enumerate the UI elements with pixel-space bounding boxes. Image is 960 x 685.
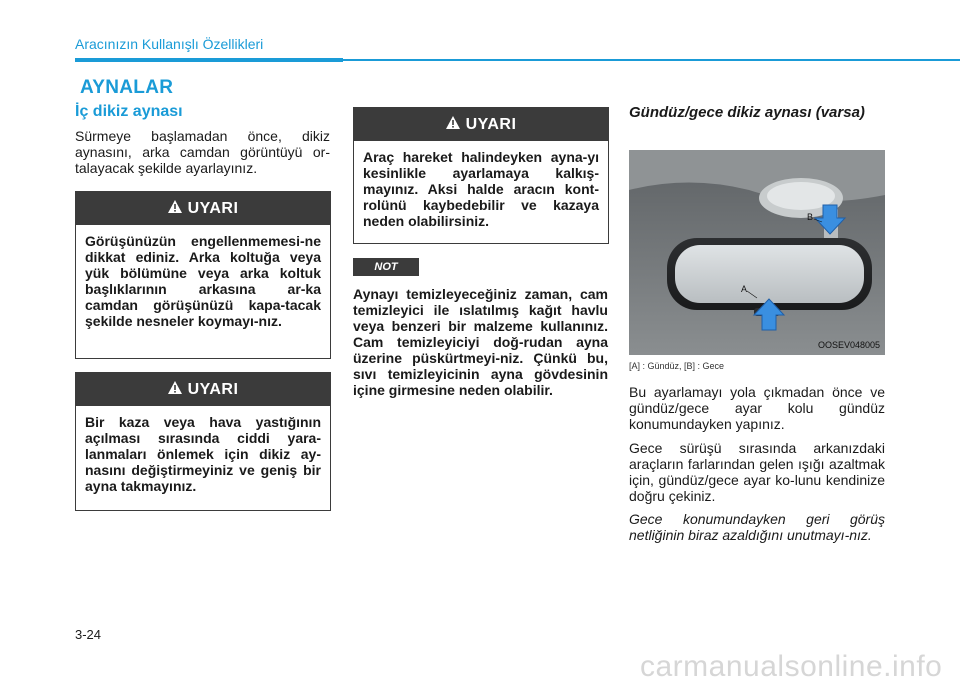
label-a: A: [741, 284, 748, 294]
label-b: B: [807, 212, 814, 222]
warning-header: [354, 108, 608, 141]
page-number: 3-24: [75, 627, 102, 642]
day-night-para-2: Gece sürüşü sırasında arkanızdaki araçların farlarından gelen ışığı azaltmak için, gündüz/gece ayar ko-lunu kendinize doğru çekiniz.: [629, 440, 885, 504]
warning-label: UYARI: [187, 199, 239, 217]
note-tag: NOT: [353, 258, 419, 276]
warning-box-1: [75, 191, 331, 359]
section-title: AYNALAR: [80, 77, 174, 98]
warning-text: Araç hareket halindeyken ayna-yı kesinlikle ayarlamaya kalkış-mayınız. Aksi halde aracın kont-rolünü kaybedebilir ve kazaya neden olabilirsiniz.: [363, 149, 599, 229]
warning-triangle-icon: [168, 381, 182, 399]
warning-label: UYARI: [465, 115, 517, 133]
warning-label: UYARI: [187, 380, 239, 398]
watermark: carmanualsonline.info: [640, 650, 943, 683]
warning-text: Bir kaza veya hava yastığının açılması sırasında ciddi yara-lanmaları önlemek için dikiz ay-nasını değiştirmeyiniz ve geniş bir ayna takmayınız.: [85, 414, 321, 494]
header-rule: [343, 59, 960, 61]
header-rule-accent: [75, 58, 343, 62]
day-night-para-1: Bu ayarlamayı yola çıkmadan önce ve gündüz/gece ayar kolu gündüz konumundayken yapınız.: [629, 384, 885, 432]
warning-box-3: [353, 107, 609, 244]
image-code: OOSEV048005: [817, 340, 880, 350]
warning-header: [76, 373, 330, 406]
inside-mirror-title: İç dikiz aynası: [75, 103, 183, 120]
warning-text: Görüşünüzün engellenmemesi-ne dikkat ediniz. Arka koltuğa veya yük bölümüne veya arka koltuk başlıklarının arkasına ar-ka camdan görüşünüzü kapa-tacak şekilde nesneler koymayı-nız.: [85, 233, 321, 329]
warning-box-2: [75, 372, 331, 511]
note-text: Aynayı temizleyeceğiniz zaman, cam temizleyici ile ıslatılmış kağıt havlu veya benzeri bir malzeme kullanınız. Cam temizleyiciyi doğ-rudan ayna üzerine püskürtmeyi-niz. Çünkü bu, sıvı temizleyicinin ayna gövdesinin içine girmesine neden olabilir.: [353, 286, 608, 398]
image-caption: [A] : Gündüz, [B] : Gece: [629, 361, 725, 371]
day-night-mirror-title: Gündüz/gece dikiz aynası (varsa): [629, 104, 865, 121]
warning-triangle-icon: [168, 200, 182, 218]
warning-header: [76, 192, 330, 225]
warning-triangle-icon: [446, 116, 460, 134]
inside-mirror-intro: Sürmeye başlamadan önce, dikiz aynasını, arka camdan görüntüyü or-talayacak şekilde ayarlayınız.: [75, 128, 330, 176]
chapter-header: Aracınızın Kullanışlı Özellikleri: [75, 36, 264, 52]
mirror-illustration: [629, 150, 885, 355]
day-night-para-3: Gece konumundayken geri görüş netliğinin biraz azaldığını unutmayı-nız.: [629, 511, 885, 543]
